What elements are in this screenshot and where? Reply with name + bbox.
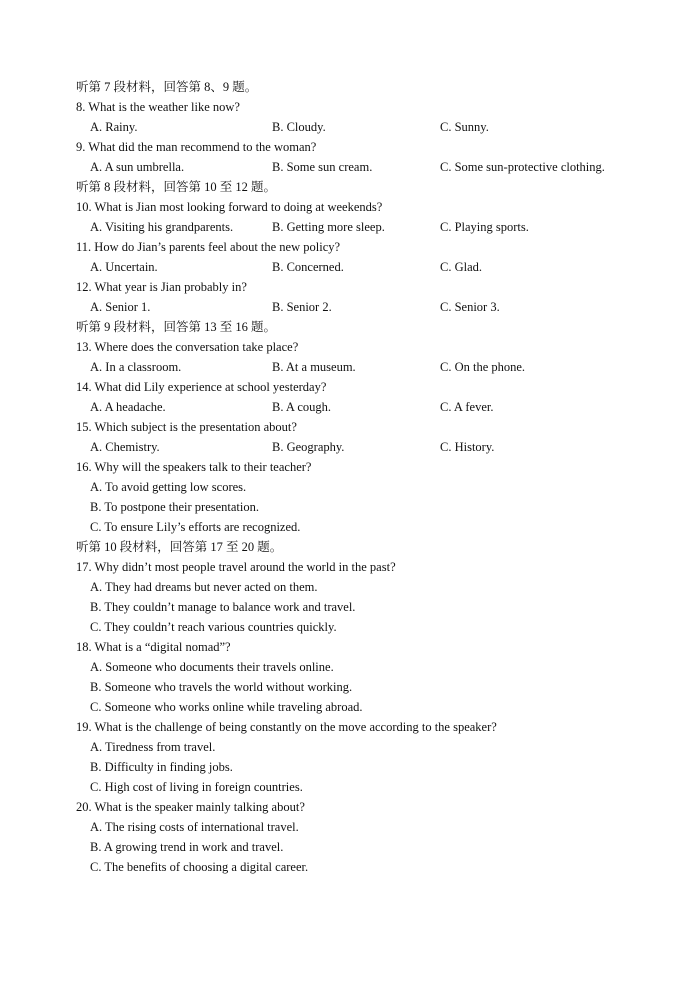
- question-stem: 11. How do Jian’s parents feel about the new policy?: [76, 240, 341, 254]
- option-c: C. A fever.: [440, 400, 494, 414]
- question-stem: 17. Why didn’t most people travel around the world in the past?: [76, 560, 396, 574]
- option-b: B. Senior 2.: [272, 300, 332, 314]
- option-c: C. High cost of living in foreign countries.: [90, 780, 303, 794]
- option-a: A. Chemistry.: [90, 440, 160, 454]
- option-b: B. At a museum.: [272, 360, 356, 374]
- section-heading: 听第 7 段材料，回答第 8、9 题。: [76, 80, 258, 94]
- option-row: [0, 257, 695, 277]
- option-b: B. To postpone their presentation.: [90, 500, 260, 514]
- option-row: [0, 297, 695, 317]
- option-b: B. A cough.: [272, 400, 332, 414]
- option-c: C. Someone who works online while traveling abroad.: [90, 700, 363, 714]
- option-a: A. A sun umbrella.: [90, 160, 185, 174]
- option-b: B. They couldn’t manage to balance work and travel.: [90, 600, 356, 614]
- question-stem: 20. What is the speaker mainly talking about?: [76, 800, 305, 814]
- option-c: C. Sunny.: [440, 120, 489, 134]
- option-a: A. They had dreams but never acted on them.: [90, 580, 318, 594]
- option-c: C. They couldn’t reach various countries quickly.: [90, 620, 337, 634]
- option-a: A. The rising costs of international travel.: [90, 820, 299, 834]
- option-a: A. To avoid getting low scores.: [90, 480, 247, 494]
- option-c: C. To ensure Lily’s efforts are recognized.: [90, 520, 301, 534]
- option-a: A. Uncertain.: [90, 260, 158, 274]
- option-a: A. Tiredness from travel.: [90, 740, 216, 754]
- question-stem: 10. What is Jian most looking forward to doing at weekends?: [76, 200, 383, 214]
- option-row: [0, 157, 695, 177]
- option-a: A. Rainy.: [90, 120, 138, 134]
- question-stem: 13. Where does the conversation take place?: [76, 340, 299, 354]
- option-b: B. Someone who travels the world without working.: [90, 680, 353, 694]
- question-stem: 15. Which subject is the presentation about?: [76, 420, 297, 434]
- option-b: B. Some sun cream.: [272, 160, 373, 174]
- option-b: B. Getting more sleep.: [272, 220, 385, 234]
- option-row: [0, 117, 695, 137]
- option-c: C. On the phone.: [440, 360, 526, 374]
- section-heading: 听第 8 段材料，回答第 10 至 12 题。: [76, 180, 277, 194]
- option-b: B. Cloudy.: [272, 120, 326, 134]
- option-row: [0, 217, 695, 237]
- question-stem: 19. What is the challenge of being constantly on the move according to the speaker?: [76, 720, 497, 734]
- option-a: A. Someone who documents their travels online.: [90, 660, 334, 674]
- option-b: B. A growing trend in work and travel.: [90, 840, 284, 854]
- option-a: A. In a classroom.: [90, 360, 182, 374]
- option-b: B. Geography.: [272, 440, 345, 454]
- section-heading: 听第 9 段材料，回答第 13 至 16 题。: [76, 320, 277, 334]
- option-row: [0, 357, 695, 377]
- question-stem: 8. What is the weather like now?: [76, 100, 240, 114]
- option-row: [0, 437, 695, 457]
- option-b: B. Difficulty in finding jobs.: [90, 760, 233, 774]
- option-a: A. Senior 1.: [90, 300, 151, 314]
- question-stem: 16. Why will the speakers talk to their teacher?: [76, 460, 312, 474]
- question-stem: 9. What did the man recommend to the woman?: [76, 140, 317, 154]
- option-c: C. Some sun-protective clothing.: [440, 160, 605, 174]
- option-a: A. Visiting his grandparents.: [90, 220, 234, 234]
- option-c: C. Glad.: [440, 260, 483, 274]
- section-heading: 听第 10 段材料，回答第 17 至 20 题。: [76, 540, 283, 554]
- question-stem: 18. What is a “digital nomad”?: [76, 640, 231, 654]
- option-row: [0, 397, 695, 417]
- option-c: C. The benefits of choosing a digital career.: [90, 860, 309, 874]
- option-b: B. Concerned.: [272, 260, 344, 274]
- option-a: A. A headache.: [90, 400, 166, 414]
- question-stem: 12. What year is Jian probably in?: [76, 280, 247, 294]
- option-c: C. Playing sports.: [440, 220, 529, 234]
- option-c: C. History.: [440, 440, 495, 454]
- option-c: C. Senior 3.: [440, 300, 500, 314]
- question-stem: 14. What did Lily experience at school yesterday?: [76, 380, 327, 394]
